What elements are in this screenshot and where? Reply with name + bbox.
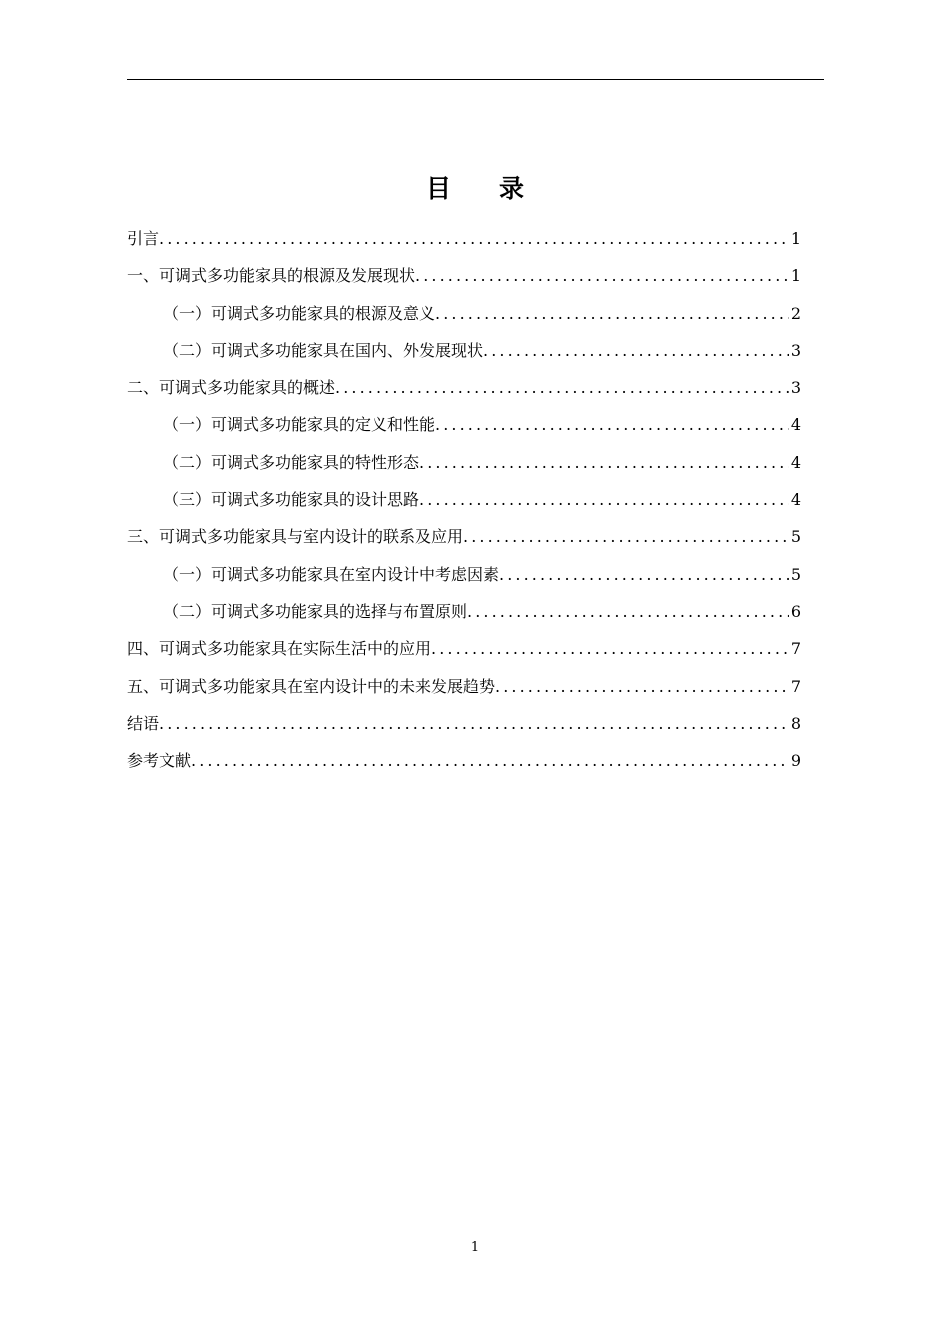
toc-entry[interactable] bbox=[127, 635, 801, 672]
toc-entry[interactable] bbox=[127, 673, 801, 710]
toc-dot-leader bbox=[159, 710, 789, 738]
toc-dot-leader bbox=[483, 337, 789, 365]
toc-entry-text: 四、可调式多功能家具在实际生活中的应用 bbox=[127, 639, 432, 659]
toc-entry[interactable] bbox=[127, 598, 801, 635]
toc-list bbox=[127, 225, 801, 784]
toc-entry-page: 2 bbox=[790, 303, 801, 323]
toc-dot-leader bbox=[191, 747, 789, 775]
toc-entry[interactable] bbox=[127, 225, 801, 262]
toc-entry-page: 5 bbox=[790, 564, 801, 584]
toc-dot-leader bbox=[467, 598, 789, 626]
toc-dot-leader bbox=[335, 374, 789, 402]
toc-dot-leader bbox=[435, 300, 789, 328]
toc-entry[interactable] bbox=[127, 486, 801, 523]
toc-entry-page: 4 bbox=[790, 452, 801, 472]
toc-entry[interactable] bbox=[127, 262, 801, 299]
toc-entry[interactable] bbox=[127, 374, 801, 411]
page-number: 1 bbox=[470, 1240, 480, 1255]
toc-dot-leader bbox=[419, 486, 789, 514]
toc-entry-page: 1 bbox=[790, 266, 801, 286]
toc-entry[interactable] bbox=[127, 300, 801, 337]
toc-entry-text: （二）可调式多功能家具的选择与布置原则 bbox=[163, 601, 468, 621]
toc-entry[interactable] bbox=[127, 523, 801, 560]
toc-dot-leader bbox=[419, 449, 789, 477]
toc-entry-text: （三）可调式多功能家具的设计思路 bbox=[163, 490, 420, 510]
toc-entry-text: 一、可调式多功能家具的根源及发展现状 bbox=[127, 266, 416, 286]
toc-entry-page: 4 bbox=[790, 415, 801, 435]
toc-entry[interactable] bbox=[127, 337, 801, 374]
toc-entry-page: 6 bbox=[790, 601, 801, 621]
toc-entry-page: 9 bbox=[790, 751, 801, 771]
toc-dot-leader bbox=[435, 411, 789, 439]
toc-entry-text: （一）可调式多功能家具在室内设计中考虑因素 bbox=[163, 564, 500, 584]
toc-entry-text: （一）可调式多功能家具的根源及意义 bbox=[163, 303, 436, 323]
toc-entry-text: 五、可调式多功能家具在室内设计中的未来发展趋势 bbox=[127, 676, 496, 696]
toc-entry[interactable] bbox=[127, 561, 801, 598]
toc-dot-leader bbox=[495, 673, 789, 701]
toc-dot-leader bbox=[463, 523, 789, 551]
toc-entry-page: 8 bbox=[790, 713, 801, 733]
toc-entry[interactable] bbox=[127, 710, 801, 747]
toc-dot-leader bbox=[159, 225, 789, 253]
toc-entry-text: 三、可调式多功能家具与室内设计的联系及应用 bbox=[127, 527, 464, 547]
toc-entry[interactable] bbox=[127, 747, 801, 784]
toc-entry-page: 3 bbox=[790, 340, 801, 360]
toc-entry-page: 1 bbox=[790, 229, 801, 248]
toc-entry-text: 参考文献 bbox=[127, 751, 192, 771]
toc-entry-page: 7 bbox=[790, 639, 801, 659]
toc-entry-text: （一）可调式多功能家具的定义和性能 bbox=[163, 415, 436, 435]
toc-entry-text: （二）可调式多功能家具的特性形态 bbox=[163, 452, 420, 472]
toc-entry-text: 引言 bbox=[127, 229, 160, 248]
toc-entry-page: 4 bbox=[790, 490, 801, 510]
toc-dot-leader bbox=[415, 262, 789, 290]
toc-entry-text: （二）可调式多功能家具在国内、外发展现状 bbox=[163, 340, 484, 360]
toc-entry[interactable] bbox=[127, 411, 801, 448]
toc-entry-page: 7 bbox=[790, 676, 801, 696]
toc-title: 目录 bbox=[425, 174, 572, 203]
toc-entry-text: 二、可调式多功能家具的概述 bbox=[127, 378, 336, 398]
toc-entry-page: 5 bbox=[790, 527, 801, 547]
header-rule bbox=[127, 79, 824, 80]
toc-dot-leader bbox=[431, 635, 789, 663]
toc-entry[interactable] bbox=[127, 449, 801, 486]
toc-dot-leader bbox=[499, 561, 789, 589]
toc-entry-page: 3 bbox=[790, 378, 801, 398]
toc-entry-text: 结语 bbox=[127, 713, 160, 733]
